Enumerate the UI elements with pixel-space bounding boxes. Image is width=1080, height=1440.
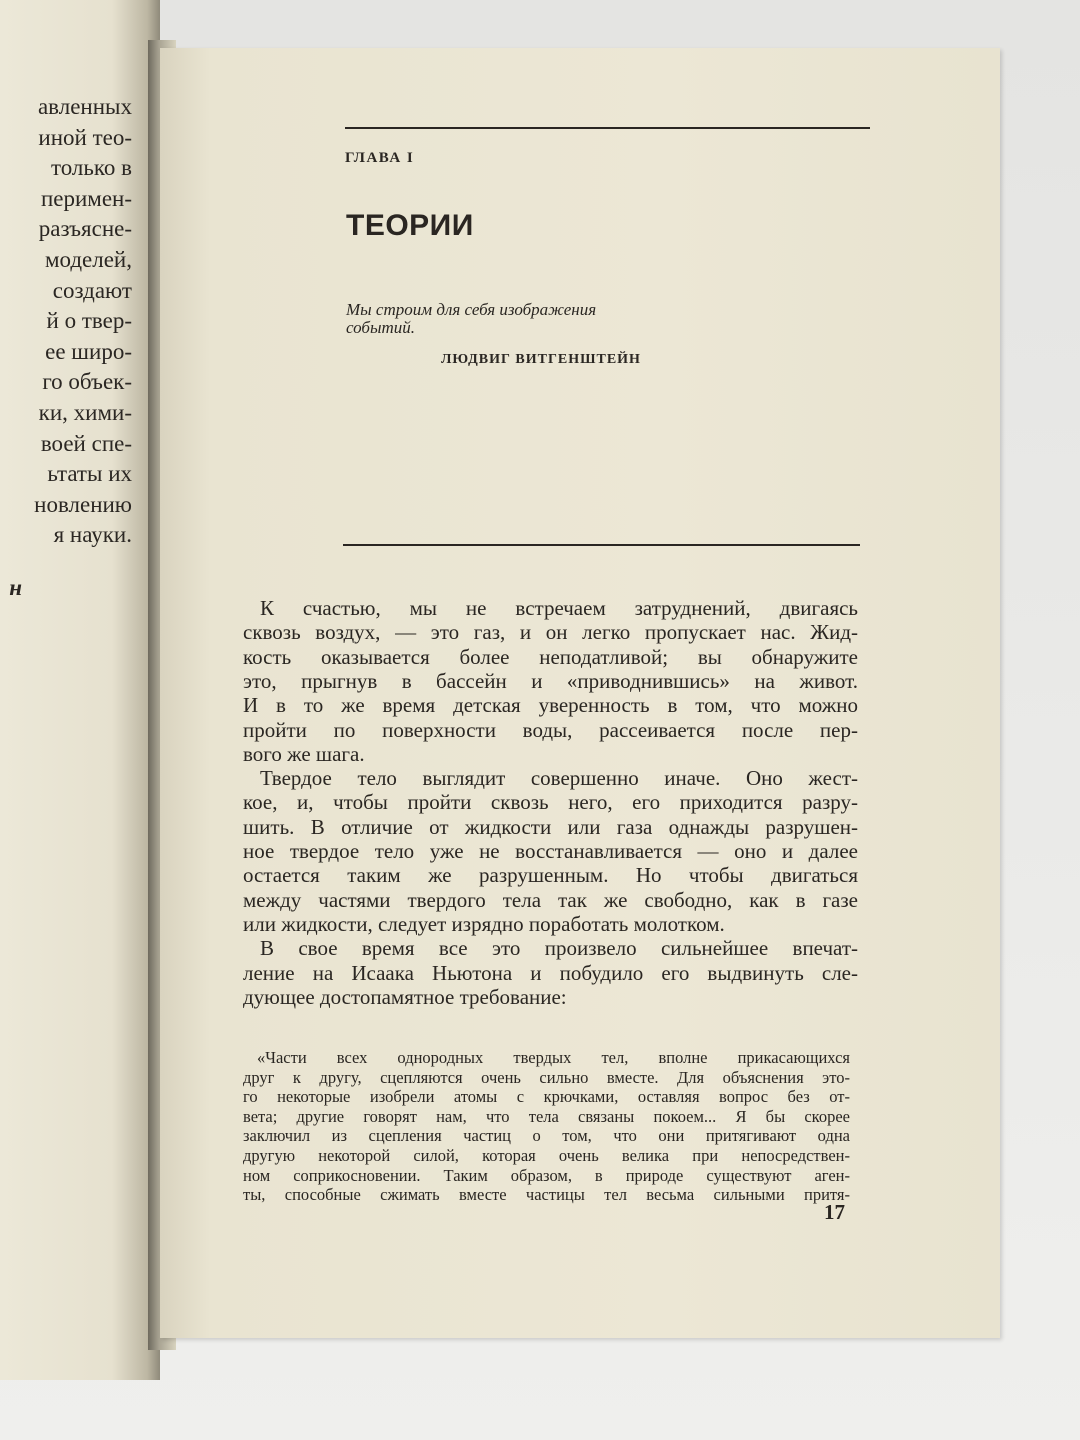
body-text: ление на Исаака Ньютона и побудило его выдвинуть сле- (243, 960, 858, 985)
quote-line (243, 1166, 850, 1185)
body-text: дующее достопамятное требование: (243, 984, 567, 1009)
body-text-line (243, 839, 858, 863)
left-page-line: воей спе- (40, 430, 132, 456)
quote-text: «Части всех однородных твердых тел, вполне прикасающихся (257, 1048, 850, 1067)
body-text-line (260, 766, 858, 790)
quote-line (257, 1048, 850, 1067)
body-text: кое, и, чтобы пройти сквозь него, его приходится разру- (243, 790, 858, 815)
body-text-line (243, 669, 858, 693)
left-page (0, 0, 160, 1380)
quote-text: ном соприкосновении. Таким образом, в природе существуют аген- (243, 1165, 850, 1185)
quote-line (243, 1107, 850, 1126)
left-page-line: ее широ- (45, 338, 132, 364)
body-text-line (243, 888, 858, 912)
body-text: вого же шага. (243, 741, 365, 766)
body-text-line (243, 912, 858, 936)
chapter-title: ТЕОРИИ (346, 209, 474, 242)
left-page-line: разъясне- (38, 216, 132, 242)
quote-line (243, 1126, 850, 1145)
body-text-line (243, 863, 858, 887)
left-page-line: ки, хими- (38, 400, 132, 425)
left-page-line: новлению (34, 491, 132, 517)
body-text: К счастью, мы не встречаем затруднений, двигаясь (260, 596, 858, 620)
left-page-line: й о твер- (46, 308, 132, 334)
bottom-rule (343, 544, 860, 546)
quote-text: другую некоторой силой, которая очень велика при непосредствен- (243, 1146, 850, 1165)
left-page-line: только в (50, 155, 132, 181)
quote-line (243, 1185, 850, 1204)
body-text-line (243, 718, 858, 742)
top-rule (345, 127, 870, 129)
body-text-line (260, 936, 858, 960)
epigraph-author: ЛЮДВИГ ВИТГЕНШТЕЙН (441, 352, 641, 367)
body-text: это, прыгнув в бассейн и «приводнившись» на живот. (243, 668, 858, 693)
body-text-line (243, 961, 858, 985)
body-text: шить. В отличие от жидкости или газа однажды разрушен- (243, 814, 858, 839)
body-text-line (243, 742, 858, 766)
left-page-line: перимен- (40, 185, 132, 211)
body-text: между частями твердого тела так же свободно, как в газе (243, 887, 858, 912)
body-text-line (260, 596, 858, 620)
body-text: остается таким же разрушенным. Но чтобы двигаться (243, 863, 858, 888)
left-page-line: авленных (37, 94, 132, 119)
body-text: пройти по поверхности воды, рассеивается после пер- (243, 717, 858, 742)
quote-text: го некоторые изобрели атомы с крючками, оставляя вопрос без от- (243, 1087, 850, 1107)
page-number: 17 (824, 1200, 845, 1224)
quote-line (243, 1087, 850, 1106)
body-text: Твердое тело выглядит совершенно иначе. Оно жест- (260, 766, 858, 791)
body-text: ное твердое тело уже не восстанавливается — оно и далее (243, 839, 858, 863)
body-text: В свое время все это произвело сильнейшее впечат- (260, 936, 858, 961)
body-text: или жидкости, следует изрядно поработать молотком. (243, 911, 725, 936)
left-page-line: я науки. (53, 522, 132, 548)
left-page-line: го объек- (42, 369, 132, 395)
quote-text: заключил из сцепления частиц о том, что они притягивают одна (243, 1126, 850, 1146)
body-text-line (243, 790, 858, 814)
quote-text: друг к другу, сцепляются очень сильно вместе. Для объяснения это- (243, 1067, 850, 1087)
chapter-label: ГЛАВА I (345, 150, 415, 166)
left-page-line: ьтаты их (47, 461, 132, 487)
body-text: кость оказывается более неподатливой; вы обнаружите (243, 644, 858, 669)
body-text-line (243, 693, 858, 717)
body-text-line (243, 645, 858, 669)
quote-text: вета; другие говорят нам, что тела связаны покоем... Я бы скорее (243, 1106, 850, 1126)
body-text-line (243, 985, 858, 1009)
epigraph-line: Мы строим для себя изображения (346, 300, 597, 319)
body-text-line (243, 815, 858, 839)
signature-fragment: н (9, 575, 22, 600)
body-text-line (243, 620, 858, 644)
left-page-line: создают (52, 277, 132, 303)
epigraph-line: событий. (346, 318, 415, 337)
quote-text: ты, способные сжимать вместе частицы тел весьма сильными притя- (243, 1185, 850, 1205)
left-page-line: моделей, (44, 247, 132, 272)
quote-line (243, 1068, 850, 1087)
quote-line (243, 1146, 850, 1165)
left-page-line: иной тео- (38, 124, 132, 150)
body-text: сквозь воздух, — это газ, и он легко пропускает нас. Жид- (243, 620, 858, 645)
body-text: И в то же время детская уверенность в том, что можно (243, 693, 858, 718)
